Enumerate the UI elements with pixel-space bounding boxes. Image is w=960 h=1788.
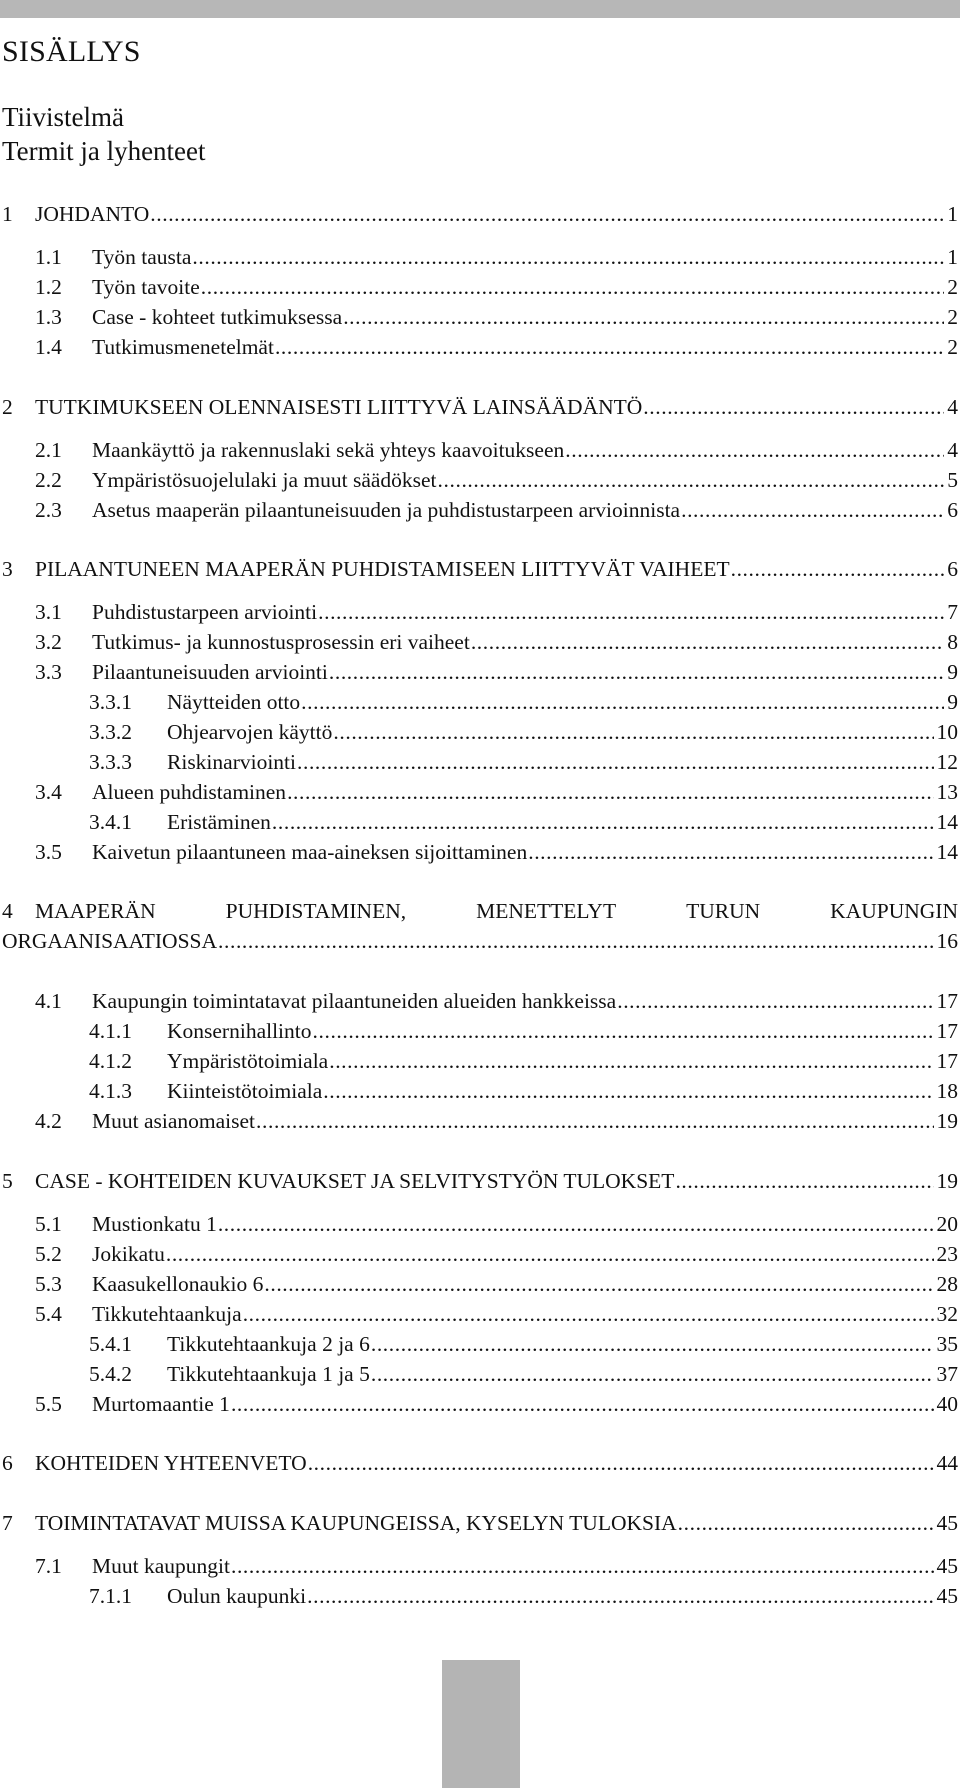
toc-entry-page-number: 19	[936, 1109, 958, 1133]
toc-entry[interactable]	[2, 1047, 958, 1075]
toc-entry-number: 5	[2, 1169, 13, 1193]
toc-entry-number: 4.1	[35, 989, 62, 1013]
toc-entry-page-number: 45	[936, 1554, 958, 1578]
toc-entry-title: CASE - KOHTEIDEN KUVAUKSET JA SELVITYSTYÖN TULOKSET	[35, 1169, 675, 1193]
toc-entry[interactable]	[2, 200, 958, 228]
toc-entry-number: 2.2	[35, 468, 62, 492]
toc-entry-page-number: 28	[936, 1272, 958, 1296]
toc-entry-page-number: 14	[936, 840, 958, 864]
toc-leader-dots	[256, 1107, 933, 1135]
toc-entry-page-number: 17	[936, 1019, 958, 1043]
toc-entry-number: 1.3	[35, 305, 62, 329]
toc-entry-title: Näytteiden otto	[167, 690, 301, 714]
toc-entry-page-number: 16	[936, 929, 958, 953]
toc-leader-dots	[371, 1360, 934, 1388]
toc-entry-number: 5.3	[35, 1272, 62, 1296]
toc-entry[interactable]	[2, 1582, 958, 1610]
toc-entry-title: Tutkimus- ja kunnostusprosessin eri vaiheet	[92, 630, 470, 654]
toc-entry-page-number: 45	[936, 1584, 958, 1608]
toc-entry-number: 6	[2, 1451, 13, 1475]
toc-entry-page-number: 7	[947, 600, 958, 624]
toc-entry-title: Asetus maaperän pilaantuneisuuden ja puhdistustarpeen arvioinnista	[92, 498, 681, 522]
toc-leader-dots	[528, 838, 933, 866]
toc-entry-page-number: 2	[947, 275, 958, 299]
toc-entry-page-number: 1	[947, 245, 958, 269]
toc-leader-dots	[681, 496, 944, 524]
toc-entry[interactable]	[2, 303, 958, 331]
toc-entry-title: Alueen puhdistaminen	[92, 780, 287, 804]
toc-entry-page-number: 10	[936, 720, 958, 744]
toc-entry[interactable]	[2, 838, 958, 866]
toc-leader-dots	[201, 273, 944, 301]
toc-leader-dots	[307, 1582, 933, 1610]
toc-entry-number: 7.1	[35, 1554, 62, 1578]
toc-entry-page-number: 9	[947, 660, 958, 684]
toc-entry-title: Ympäristösuojelulaki ja muut säädökset	[92, 468, 437, 492]
toc-leader-dots	[565, 436, 944, 464]
toc-leader-dots	[678, 1509, 934, 1537]
toc-entry-title: Konsernihallinto	[167, 1019, 312, 1043]
toc-leader-dots	[243, 1300, 934, 1328]
toc-entry-abstract[interactable]: Tiivistelmä	[2, 102, 125, 132]
toc-leader-dots	[231, 1390, 934, 1418]
toc-entry[interactable]	[2, 1077, 958, 1105]
top-border-bar	[0, 0, 960, 18]
toc-entry-title: JOHDANTO	[35, 202, 150, 226]
toc-entry-title: Muut asianomaiset	[92, 1109, 256, 1133]
toc-entry[interactable]	[2, 1509, 958, 1537]
toc-entry-title: Työn tavoite	[92, 275, 200, 299]
toc-entry[interactable]	[2, 1240, 958, 1268]
toc-entry-page-number: 4	[947, 395, 958, 419]
toc-entry-title: Tikkutehtaankuja	[92, 1302, 242, 1326]
toc-entry-number: 3.1	[35, 600, 62, 624]
toc-leader-dots	[333, 718, 933, 746]
toc-entry-number: 1.4	[35, 335, 62, 359]
toc-leader-dots	[471, 628, 944, 656]
toc-entry-title: Tikkutehtaankuja 2 ja 6	[167, 1332, 370, 1356]
toc-entry-title: Jokikatu	[92, 1242, 165, 1266]
toc-entry-title: Kaasukellonaukio 6	[92, 1272, 264, 1296]
toc-entry-page-number: 12	[936, 750, 958, 774]
toc-entry-page-number: 13	[936, 780, 958, 804]
toc-entry-number: 5.4.2	[89, 1362, 132, 1386]
toc-entry-number: 1.2	[35, 275, 62, 299]
toc-entry-page-number: 6	[947, 557, 958, 581]
toc-entry-number: 1.1	[35, 245, 62, 269]
toc-entry-page-number: 14	[936, 810, 958, 834]
toc-entry-page-number: 20	[936, 1212, 958, 1236]
toc-entry-number: 4.1.2	[89, 1049, 132, 1073]
toc-entry-number: 5.4	[35, 1302, 62, 1326]
toc-entry-terms[interactable]: Termit ja lyhenteet	[2, 136, 206, 166]
toc-entry[interactable]	[2, 1300, 958, 1328]
toc-leader-dots	[343, 303, 944, 331]
toc-entry[interactable]	[2, 1360, 958, 1388]
toc-entry[interactable]	[2, 333, 958, 361]
toc-entry[interactable]	[2, 436, 958, 464]
toc-leader-dots	[301, 688, 944, 716]
toc-entry-number: 3.3.3	[89, 750, 132, 774]
toc-leader-dots	[297, 748, 934, 776]
toc-entry[interactable]	[2, 748, 958, 776]
toc-entry-title: KOHTEIDEN YHTEENVETO	[35, 1451, 307, 1475]
toc-entry[interactable]	[2, 1552, 958, 1580]
toc-entry-number: 2.3	[35, 498, 62, 522]
toc-leader-dots	[371, 1330, 934, 1358]
toc-entry[interactable]	[2, 808, 958, 836]
toc-entry[interactable]	[2, 688, 958, 716]
toc-leader-dots	[308, 1449, 934, 1477]
toc-leader-dots	[313, 1017, 934, 1045]
toc-entry-number: 3	[2, 557, 13, 581]
toc-leader-dots	[231, 1552, 934, 1580]
toc-leader-dots	[675, 1167, 933, 1195]
toc-entry-page-number: 1	[947, 202, 958, 226]
toc-leader-dots	[275, 333, 944, 361]
toc-entry[interactable]	[2, 628, 958, 656]
toc-entry-page-number: 17	[936, 989, 958, 1013]
toc-entry-number: 3.5	[35, 840, 62, 864]
toc-entry-number: 4.1.1	[89, 1019, 132, 1043]
toc-entry-number: 3.2	[35, 630, 62, 654]
toc-leader-dots	[218, 927, 933, 955]
toc-entry-title: ORGAANISAATIOSSA	[2, 929, 218, 953]
toc-leader-dots	[318, 598, 944, 626]
toc-entry-page-number: 32	[936, 1302, 958, 1326]
page-footer-block	[442, 1660, 520, 1788]
toc-entry-number: 1	[2, 202, 13, 226]
toc-entry-title: TOIMINTATAVAT MUISSA KAUPUNGEISSA, KYSELYN TULOKSIA	[35, 1511, 677, 1535]
toc-entry-number: 4	[2, 899, 13, 923]
toc-leader-dots	[643, 393, 944, 421]
toc-entry-title: Tikkutehtaankuja 1 ja 5	[167, 1362, 370, 1386]
toc-entry-number: 3.4	[35, 780, 62, 804]
toc-entry[interactable]	[2, 273, 958, 301]
toc-entry-number: 4.1.3	[89, 1079, 132, 1103]
toc-entry-number: 7.1.1	[89, 1584, 132, 1608]
toc-entry-page-number: 6	[947, 498, 958, 522]
toc-entry[interactable]	[2, 393, 958, 421]
toc-entry-page-number: 2	[947, 305, 958, 329]
toc-entry[interactable]	[2, 1330, 958, 1358]
toc-entry-title: Case - kohteet tutkimuksessa	[92, 305, 343, 329]
toc-entry-title: Mustionkatu 1	[92, 1212, 217, 1236]
toc-entry[interactable]	[2, 987, 958, 1015]
toc-entry-page-number: 23	[936, 1242, 958, 1266]
toc-entry-title: Puhdistustarpeen arviointi	[92, 600, 318, 624]
toc-entry-page-number: 19	[936, 1169, 958, 1193]
toc-entry-page-number: 18	[936, 1079, 958, 1103]
page-title: SISÄLLYS	[2, 35, 141, 68]
toc-entry[interactable]	[2, 1449, 958, 1477]
toc-entry-page-number: 2	[947, 335, 958, 359]
toc-leader-dots	[438, 466, 945, 494]
toc-leader-dots	[731, 555, 945, 583]
toc-entry-number: 5.2	[35, 1242, 62, 1266]
toc-leader-dots	[150, 200, 944, 228]
toc-leader-dots	[264, 1270, 933, 1298]
toc-entry-number: 5.5	[35, 1392, 62, 1416]
toc-entry-number: 3.3.2	[89, 720, 132, 744]
toc-leader-dots	[329, 1047, 933, 1075]
toc-entry-page-number: 44	[936, 1451, 958, 1475]
toc-entry-title: Kaivetun pilaantuneen maa-aineksen sijoittaminen	[92, 840, 528, 864]
toc-entry-number: 2	[2, 395, 13, 419]
toc-entry[interactable]	[2, 496, 958, 524]
toc-entry-number: 3.3	[35, 660, 62, 684]
toc-entry-title: Riskinarviointi	[167, 750, 296, 774]
toc-entry-title: Kaupungin toimintatavat pilaantuneiden alueiden hankkeissa	[92, 989, 617, 1013]
toc-entry[interactable]	[2, 1390, 958, 1418]
toc-entry[interactable]	[2, 897, 958, 925]
toc-entry-title: Ympäristötoimiala	[167, 1049, 329, 1073]
toc-entry[interactable]	[2, 1017, 958, 1045]
toc-entry-number: 2.1	[35, 438, 62, 462]
toc-entry-title: Pilaantuneisuuden arviointi	[92, 660, 328, 684]
toc-entry-title: Murtomaantie 1	[92, 1392, 230, 1416]
toc-leader-dots	[272, 808, 934, 836]
toc-entry-page-number: 45	[936, 1511, 958, 1535]
toc-entry-title: MAAPERÄN PUHDISTAMINEN, MENETTELYT TURUN KAUPUNGIN	[35, 899, 958, 923]
toc-entry[interactable]	[2, 1270, 958, 1298]
toc-entry[interactable]	[2, 466, 958, 494]
toc-entry-number: 5.1	[35, 1212, 62, 1236]
toc-leader-dots	[323, 1077, 933, 1105]
toc-entry[interactable]	[2, 718, 958, 746]
toc-entry-page-number: 35	[936, 1332, 958, 1356]
toc-entry-page-number: 40	[936, 1392, 958, 1416]
toc-entry-number: 3.4.1	[89, 810, 132, 834]
toc-entry-number: 5.4.1	[89, 1332, 132, 1356]
toc-leader-dots	[617, 987, 933, 1015]
toc-entry-title: Kiinteistötoimiala	[167, 1079, 323, 1103]
toc-entry-number: 3.3.1	[89, 690, 132, 714]
toc-entry[interactable]	[2, 778, 958, 806]
toc-entry[interactable]	[2, 927, 958, 955]
toc-entry-title: Eristäminen	[167, 810, 271, 834]
toc-leader-dots	[192, 243, 944, 271]
toc-entry-title: TUTKIMUKSEEN OLENNAISESTI LIITTYVÄ LAINSÄÄDÄNTÖ	[35, 395, 643, 419]
toc-entry[interactable]	[2, 1107, 958, 1135]
toc-entry-page-number: 9	[947, 690, 958, 714]
toc-entry-title: Maankäyttö ja rakennuslaki sekä yhteys kaavoitukseen	[92, 438, 565, 462]
toc-entry-title: Ohjearvojen käyttö	[167, 720, 333, 744]
toc-entry-title: Oulun kaupunki	[167, 1584, 307, 1608]
toc-entry-page-number: 5	[947, 468, 958, 492]
toc-entry-title: Tutkimusmenetelmät	[92, 335, 274, 359]
toc-leader-dots	[329, 658, 944, 686]
toc-entry-number: 7	[2, 1511, 13, 1535]
toc-entry[interactable]	[2, 1210, 958, 1238]
toc-entry-page-number: 4	[947, 438, 958, 462]
toc-entry-title: PILAANTUNEEN MAAPERÄN PUHDISTAMISEEN LIITTYVÄT VAIHEET	[35, 557, 730, 581]
toc-leader-dots	[166, 1240, 934, 1268]
toc-leader-dots	[287, 778, 933, 806]
toc-entry[interactable]	[2, 243, 958, 271]
toc-leader-dots	[218, 1210, 934, 1238]
toc-entry-page-number: 8	[947, 630, 958, 654]
toc-entry[interactable]	[2, 1167, 958, 1195]
toc-entry-number: 4.2	[35, 1109, 62, 1133]
toc-entry-page-number: 37	[936, 1362, 958, 1386]
toc-entry[interactable]	[2, 555, 958, 583]
toc-entry[interactable]	[2, 658, 958, 686]
toc-entry[interactable]	[2, 598, 958, 626]
toc-entry-title: Työn tausta	[92, 245, 192, 269]
toc-entry-title: Muut kaupungit	[92, 1554, 230, 1578]
toc-entry-page-number: 17	[936, 1049, 958, 1073]
